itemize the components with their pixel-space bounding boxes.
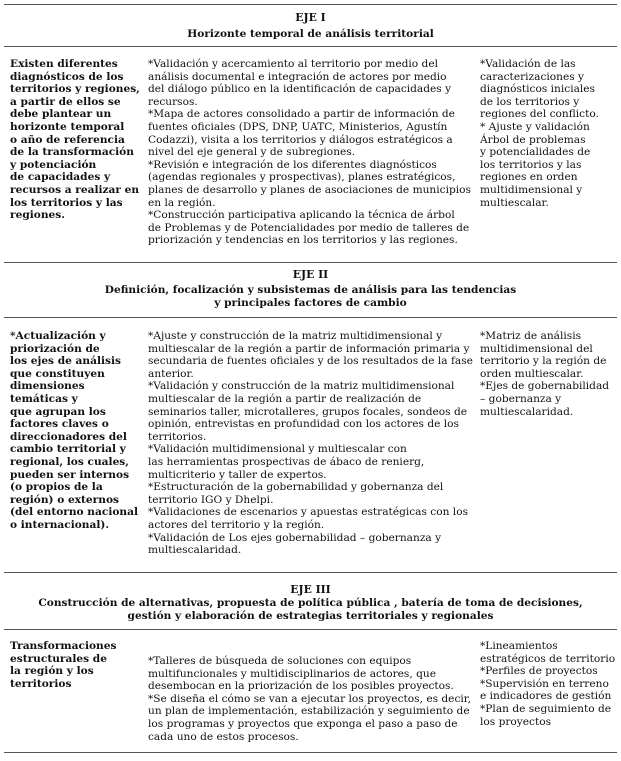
- text-line: multiescalar de la región a partir de realización de: [148, 392, 422, 405]
- text-line: multifuncionales y multidisciplinarios de actores, que: [148, 667, 436, 680]
- text-line: fuentes oficiales (DPS, DNP, UATC, Ministerios, Agustín: [148, 120, 448, 133]
- text-line: los proyectos: [480, 715, 552, 728]
- axis-1-middle-column: [148, 58, 478, 247]
- text-line: seminarios taller, microtalleres, grupos focales, sondeos de: [148, 405, 468, 418]
- text-line: anterior.: [148, 367, 194, 380]
- text-line: *Validación multidimensional y multiescalar con: [148, 443, 407, 456]
- text-line: territorios y regiones,: [10, 83, 140, 96]
- text-line: planes de desarrollo y planes de asociaciones de municipios: [148, 183, 471, 196]
- text-line: multiescalar.: [480, 196, 549, 209]
- text-line: multidimensional y: [480, 183, 583, 196]
- text-line: regional, los cuales,: [10, 455, 129, 468]
- text-line: análisis documental e integración de actores por medio: [148, 70, 447, 83]
- text-line: *Revisión e integración de los diferentes diagnósticos: [148, 158, 437, 171]
- text-line: *Ejes de gobernabilidad: [480, 380, 610, 393]
- text-line: Existen diferentes: [10, 58, 118, 70]
- text-line: los programas y proyectos que exponga el paso a paso de: [148, 717, 458, 730]
- text-line: de Problemas y de Potencialidades por medio de talleres de: [148, 221, 470, 234]
- text-line: las herramientas prospectivas de ábaco de renierg,: [148, 455, 425, 468]
- text-line: dimensiones: [10, 380, 85, 393]
- axis-1-title: EJE I: [295, 11, 326, 24]
- text-line: *Validación de Los ejes gobernabilidad – gobernanza y: [148, 531, 442, 544]
- top-border: [4, 4, 617, 5]
- axis-3-left-column: [10, 640, 142, 690]
- text-line: *Mapa de actores consolidado a partir de información de: [148, 108, 455, 121]
- axis-3-subtitle-line-1: Construcción de alternativas, propuesta de política pública , batería de toma de decisiones,: [38, 597, 583, 609]
- axis-2-middle-column: [148, 330, 478, 557]
- text-line: actores del territorio y la región.: [148, 518, 325, 531]
- text-line: *Matriz de análisis: [480, 330, 582, 342]
- text-line: territorio y la región de: [480, 355, 607, 368]
- text-line: diagnósticos de los: [10, 70, 124, 83]
- text-line: opinión, entrevistas en profundidad con los actores de los: [148, 418, 459, 431]
- text-line: pueden ser internos: [10, 468, 130, 481]
- text-line: multiescalar de la región a partir de información primaria y: [148, 342, 470, 355]
- text-line: priorización de: [10, 342, 100, 355]
- text-line: territorios.: [148, 430, 207, 443]
- text-line: debe plantear un: [10, 108, 112, 121]
- text-line: *Validación y acercamiento al territorio por medio del: [148, 58, 438, 70]
- text-line: cambio territorial y: [10, 443, 126, 456]
- text-line: de los territorios y: [480, 95, 580, 108]
- text-line: los territorios y las: [10, 196, 123, 209]
- text-line: y potenciación: [10, 158, 97, 171]
- axis-1-right-column: [480, 58, 616, 209]
- text-line: regiones en orden: [480, 171, 578, 184]
- text-line: los ejes de análisis: [10, 355, 121, 368]
- axis-2-subtitle-line-2: y principales factores de cambio: [214, 297, 407, 309]
- text-line: en la región.: [148, 196, 216, 209]
- text-line: priorización y tendencias en los territorios y las regiones.: [148, 234, 458, 247]
- text-line: *Supervisión en terreno: [480, 677, 609, 690]
- text-line: y potencialidades de: [480, 146, 591, 159]
- text-line: de capacidades y: [10, 171, 111, 184]
- text-line: * Ajuste y validación: [480, 120, 590, 133]
- text-line: región) o externos: [10, 493, 119, 506]
- axis-1-divider: [4, 46, 617, 47]
- text-line: estratégicos de territorio: [480, 652, 616, 665]
- axis-2-title: EJE II: [292, 268, 329, 281]
- axis-3-middle-column: [148, 655, 478, 743]
- text-line: *Ajuste y construcción de la matriz multidimensional y: [148, 330, 443, 342]
- text-line: *Perfiles de proyectos: [480, 665, 598, 678]
- axis-2-divider: [4, 317, 617, 318]
- text-line: que constituyen: [10, 367, 105, 380]
- text-line: de la transformación: [10, 146, 134, 159]
- text-line: Transformaciones: [10, 640, 117, 652]
- text-line: regiones.: [10, 209, 65, 222]
- text-line: *Talleres de búsqueda de soluciones con equipos: [148, 655, 412, 667]
- text-line: (o propios de la: [10, 481, 103, 494]
- text-line: *Construcción participativa aplicando la técnica de árbol: [148, 209, 455, 222]
- text-line: *Estructuración de la gobernabilidad y gobernanza del: [148, 481, 444, 494]
- text-line: recursos.: [148, 95, 198, 108]
- axis-2-right-column: [480, 330, 616, 418]
- text-line: *Validación de las: [480, 58, 576, 70]
- text-line: o año de referencia: [10, 133, 125, 146]
- text-line: o internacional).: [10, 518, 110, 531]
- text-line: *Se diseña el cómo se van a ejecutar los proyectos, es decir,: [148, 692, 472, 705]
- text-line: que agrupan los: [10, 405, 106, 418]
- axis-3-divider: [4, 629, 617, 630]
- axis-2-top-border: [4, 262, 617, 263]
- text-line: la región y los: [10, 665, 94, 678]
- text-line: (agendas regionales y prospectivas), planes estratégicos,: [148, 171, 456, 184]
- text-line: e indicadores de gestión: [480, 690, 612, 703]
- text-line: territorio IGO y Dhelpi.: [148, 493, 274, 506]
- text-line: – gobernanza y: [480, 392, 562, 405]
- axis-3-title: EJE III: [290, 583, 331, 596]
- text-line: horizonte temporal: [10, 120, 125, 133]
- text-line: Codazzi), visita a los territorios y diálogos estratégicos a: [148, 133, 453, 146]
- axis-3-top-border: [4, 572, 617, 573]
- axis-1-left-column: [10, 58, 142, 222]
- text-line: Árbol de problemas: [480, 133, 586, 146]
- text-line: multiescalaridad.: [480, 405, 574, 418]
- text-line: cada uno de estos procesos.: [148, 730, 299, 743]
- axis-1-subtitle: Horizonte temporal de análisis territorial: [187, 28, 434, 40]
- text-line: recursos a realizar en: [10, 183, 140, 196]
- text-line: nivel del eje general y de subregiones.: [148, 146, 356, 159]
- text-line: estructurales de: [10, 652, 107, 665]
- text-line: del diálogo público en la identificación de capacidades y: [148, 83, 452, 96]
- bottom-border: [4, 752, 617, 753]
- text-line: direccionadores del: [10, 430, 127, 443]
- text-line: multidimensional del: [480, 342, 593, 355]
- text-line: *Validación y construcción de la matriz multidimensional: [148, 380, 455, 393]
- text-line: un plan de implementación, estabilización y seguimiento de: [148, 705, 470, 718]
- text-line: factores claves o: [10, 418, 109, 431]
- text-line: orden multiescalar.: [480, 367, 584, 380]
- text-line: diagnósticos iniciales: [480, 83, 595, 96]
- text-line: temáticas y: [10, 392, 78, 405]
- text-line: *Actualización y: [10, 330, 106, 342]
- text-line: territorios: [10, 677, 72, 690]
- text-line: multicriterio y taller de expertos.: [148, 468, 327, 481]
- text-line: *Lineamientos: [480, 640, 558, 652]
- text-line: desembocan en la priorización de los posibles proyectos.: [148, 680, 454, 693]
- axis-2-left-column: [10, 330, 142, 532]
- text-line: a partir de ellos se: [10, 95, 121, 108]
- text-line: *Validaciones de escenarios y apuestas estratégicas con los: [148, 506, 469, 519]
- axis-2-subtitle-line-1: Definición, focalización y subsistemas de análisis para las tendencias: [104, 284, 517, 296]
- text-line: regiones del conflicto.: [480, 108, 599, 121]
- text-line: (del entorno nacional: [10, 506, 139, 519]
- text-line: multiescalaridad.: [148, 544, 242, 557]
- text-line: los territorios y las: [480, 158, 582, 171]
- text-line: secundaria de fuentes oficiales y de los resultados de la fase: [148, 355, 473, 368]
- text-line: caracterizaciones y: [480, 70, 585, 83]
- text-line: *Plan de seguimiento de: [480, 702, 612, 715]
- axis-3-right-column: [480, 640, 616, 728]
- axis-3-subtitle-line-2: gestión y elaboración de estrategias territoriales y regionales: [127, 610, 494, 622]
